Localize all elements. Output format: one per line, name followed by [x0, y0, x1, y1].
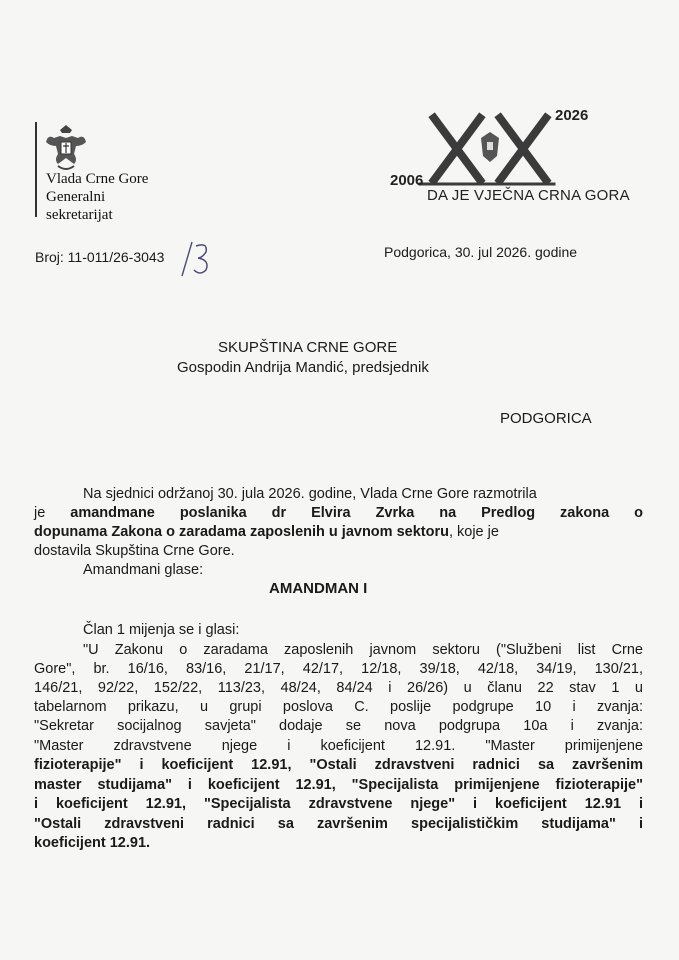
logo-year-start: 2006: [390, 172, 424, 189]
amendment-line: Gore", br. 16/16, 83/16, 21/17, 42/17, 12/18, 39/18, 42/18, 34/19, 130/21,: [34, 661, 643, 677]
logo-slogan: DA JE VJEČNA CRNA GORA: [427, 187, 630, 204]
text-span: je: [34, 505, 71, 521]
amendment-line: "Master zdravstvene njege i koeficijent 12.91. "Master primijenjene: [34, 738, 643, 754]
amendment-line: 146/21, 92/22, 152/22, 113/23, 48/24, 84/24 i 26/26) u članu 22 stav 1 u: [34, 680, 643, 696]
org-line-1: Vlada Crne Gore: [46, 171, 149, 187]
paragraph-line: Na sjednici održanoj 30. jula 2026. godine, Vlada Crne Gore razmotrila: [83, 486, 537, 502]
reference-number: Broj: 11-011/26-3043: [35, 249, 165, 265]
amendment-line: i koeficijent 12.91, "Specijalista zdravstvene njege" i koeficijent 12.91 i: [34, 796, 643, 812]
organization-name: [46, 170, 148, 224]
amendment-line: "Sekretar socijalnog savjeta" dodaje se nova podgrupa 10a i zvanja:: [34, 718, 643, 734]
logo-year-end: 2026: [555, 107, 589, 124]
header-divider: [35, 122, 37, 217]
montenegro-coat-of-arms-icon: [44, 124, 88, 174]
amendment-line: tabelarnom prikazu, u grupi poslova C. poslije podgrupe 10 i zvanja:: [34, 699, 643, 715]
paragraph-line: [34, 504, 643, 523]
paragraph-line: dostavila Skupština Crne Gore.: [34, 543, 235, 559]
amendment-line: master studijama" i koeficijent 12.91, "Specijalista primijenjene fizioterapije": [34, 777, 643, 793]
logo-emblem-icon: [481, 132, 499, 162]
bold-text-span: dopunama Zakona o zaradama zaposlenih u javnom sektoru: [34, 524, 449, 540]
document-date: Podgorica, 30. jul 2026. godine: [384, 244, 578, 260]
recipient-institution: SKUPŠTINA CRNE GORE: [218, 339, 398, 356]
amendment-title: AMANDMAN I: [269, 580, 368, 597]
paragraph-line: koeficijent 12.91.: [34, 835, 151, 851]
org-line-3: sekretarijat: [46, 207, 113, 223]
recipient-city: PODGORICA: [500, 410, 592, 427]
amendment-line: fizioterapije" i koeficijent 12.91, "Ostali zdravstveni radnici sa završenim: [34, 757, 643, 773]
amendment-line: "U Zakonu o zaradama zaposlenih javnom sektoru ("Službeni list Crne: [83, 642, 643, 658]
handwritten-mark: [178, 236, 218, 282]
amendment-line: "Ostali zdravstveni radnici sa završenim specijalističkim studijama" i: [34, 816, 643, 832]
paragraph-line: Amandmani glase:: [83, 562, 204, 578]
paragraph-line: Član 1 mijenja se i glasi:: [83, 622, 240, 638]
org-line-2: Generalni: [46, 189, 106, 205]
bold-text-span: amandmane poslanika dr Elvira Zvrka na Predlog zakona o: [70, 505, 643, 521]
recipient-person: Gospodin Andrija Mandić, predsjednik: [177, 359, 429, 376]
paragraph-line: [34, 523, 499, 542]
text-span: , koje je: [448, 524, 499, 540]
